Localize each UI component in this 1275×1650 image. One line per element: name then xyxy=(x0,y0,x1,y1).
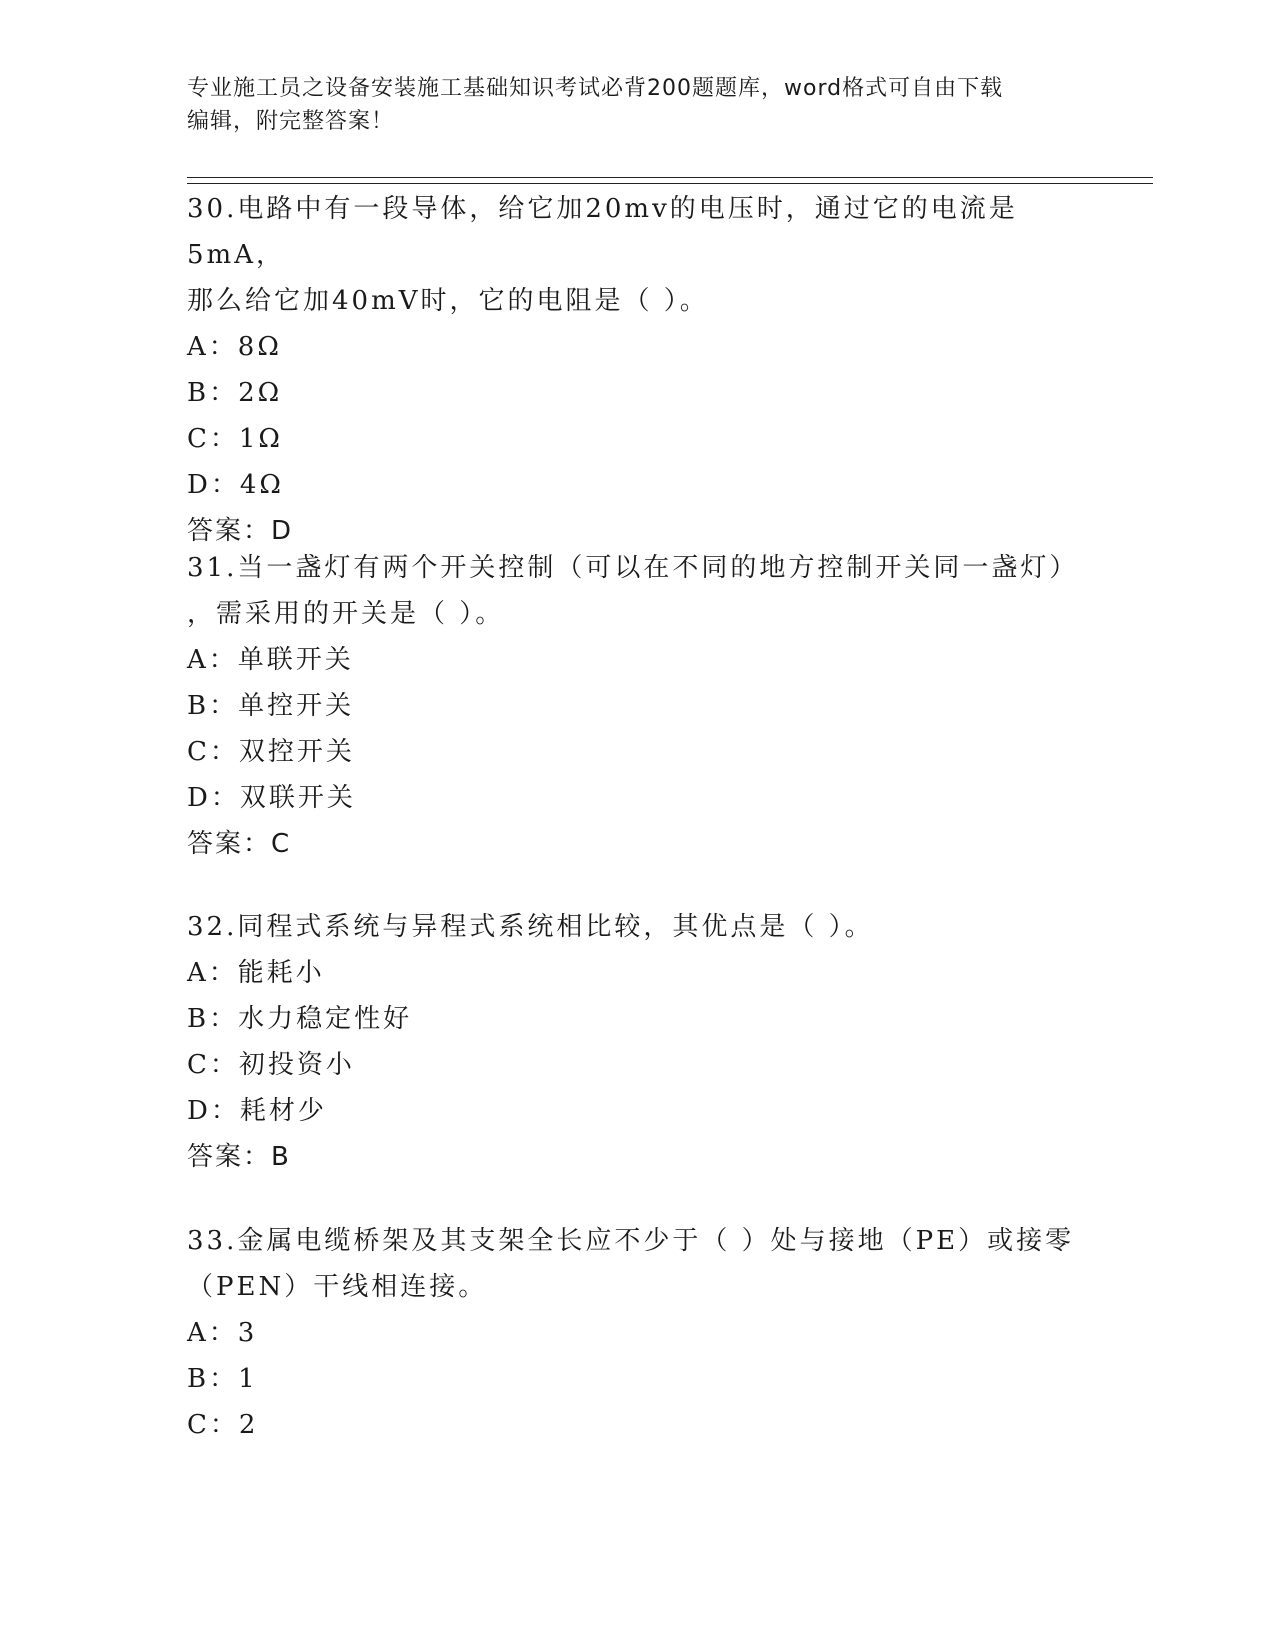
option-d: D：双联开关 xyxy=(187,783,356,813)
option-d: D：耗材少 xyxy=(187,1096,327,1126)
option-b: B：单控开关 xyxy=(187,691,355,721)
option-a: A：8Ω xyxy=(187,332,282,362)
option-c: C：2 xyxy=(187,1410,259,1440)
option-c: C：1Ω xyxy=(187,424,283,454)
question-30 xyxy=(187,186,1087,554)
document-header xyxy=(187,72,1087,138)
option-d: D：4Ω xyxy=(187,470,284,500)
option-a: A：能耗小 xyxy=(187,958,325,988)
option-a: A：单联开关 xyxy=(187,645,354,675)
answer: 答案：D xyxy=(187,516,294,546)
answer: 答案：C xyxy=(187,829,292,859)
question-text-line: 33.金属电缆桥架及其支架全长应不少于（ ）处与接地（PE）或接零 xyxy=(187,1226,1075,1256)
option-c: C：双控开关 xyxy=(187,737,355,767)
header-line-1: 专业施工员之设备安装施工基础知识考试必背200题题库，word格式可自由下载 xyxy=(187,76,1004,101)
question-text-line: 32.同程式系统与异程式系统相比较，其优点是（ ）。 xyxy=(187,912,874,942)
question-text-line: ，需采用的开关是（ ）。 xyxy=(187,599,505,629)
question-32 xyxy=(187,904,1087,1180)
question-text-line: 30.电路中有一段导体，给它加20mv的电压时，通过它的电流是5mA， xyxy=(187,194,1018,270)
option-a: A：3 xyxy=(187,1318,258,1348)
header-divider-bottom xyxy=(187,183,1153,184)
answer: 答案：B xyxy=(187,1142,291,1172)
header-line-2: 编辑，附完整答案！ xyxy=(187,109,395,134)
header-divider-top xyxy=(187,177,1153,178)
question-31 xyxy=(187,545,1087,867)
option-b: B：1 xyxy=(187,1364,258,1394)
question-text-line: 31.当一盏灯有两个开关控制（可以在不同的地方控制开关同一盏灯） xyxy=(187,553,1079,583)
option-b: B：2Ω xyxy=(187,378,283,408)
question-text-line: （PEN）干线相连接。 xyxy=(187,1272,488,1302)
question-33 xyxy=(187,1218,1087,1448)
option-b: B：水力稳定性好 xyxy=(187,1004,413,1034)
question-text-line: 那么给它加40mV时，它的电阻是（ ）。 xyxy=(187,286,709,316)
option-c: C：初投资小 xyxy=(187,1050,355,1080)
